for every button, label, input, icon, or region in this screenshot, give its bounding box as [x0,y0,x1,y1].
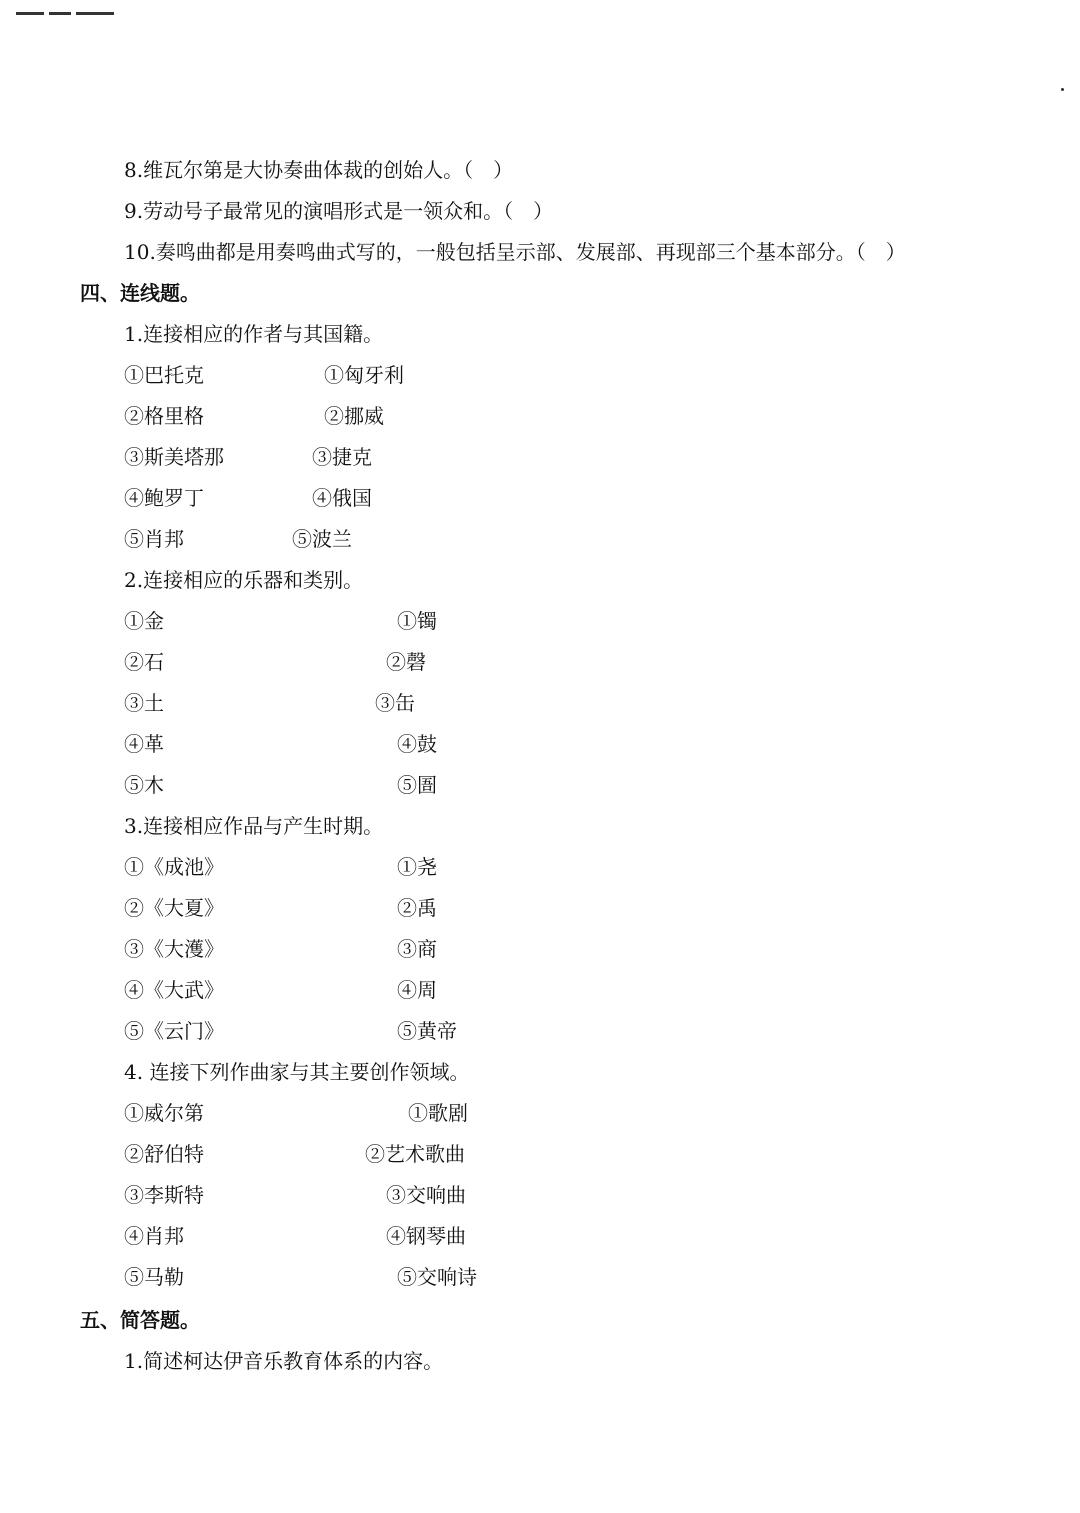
q2-left-4: ④革 [124,732,164,756]
q2-right-4: ④鼓 [397,732,437,756]
q2-right-2: ②磬 [386,650,426,674]
q2-question: 2.连接相应的乐器和类别。 [124,568,364,592]
q4-left-3: ③李斯特 [124,1183,204,1207]
judgment-item-10: 10.奏鸣曲都是用奏鸣曲式写的，一般包括呈示部、发展部、再现部三个基本部分。（ ） [124,240,906,264]
q1-left-2: ②格里格 [124,404,204,428]
q4-left-1: ①威尔第 [124,1101,204,1125]
q3-left-5: ⑤《云门》 [124,1019,224,1043]
q3-left-2: ②《大夏》 [124,896,224,920]
q3-question: 3.连接相应作品与产生时期。 [124,814,384,838]
q1-right-2: ②挪威 [324,404,384,428]
q4-right-5: ⑤交响诗 [397,1265,477,1289]
q4-right-4: ④钢琴曲 [386,1224,466,1248]
judgment-item-9: 9.劳动号子最常见的演唱形式是一领众和。（ ） [124,199,554,223]
q1-left-5: ⑤肖邦 [124,527,184,551]
q3-right-1: ①尧 [397,855,437,879]
q1-right-5: ⑤波兰 [292,527,352,551]
q1-right-3: ③捷克 [312,445,372,469]
section5-title: 五、简答题。 [80,1308,200,1332]
q4-right-2: ②艺术歌曲 [365,1142,465,1166]
q1-left-4: ④鲍罗丁 [124,486,204,510]
q4-right-1: ①歌剧 [408,1101,468,1125]
q3-right-2: ②禹 [397,896,437,920]
q2-left-1: ①金 [124,609,164,633]
section4-title: 四、连线题。 [80,281,200,305]
q3-left-4: ④《大武》 [124,978,224,1002]
q1-left-1: ①巴托克 [124,363,204,387]
q3-right-4: ④周 [397,978,437,1002]
q1-question: 1.连接相应的作者与其国籍。 [124,322,384,346]
q3-right-3: ③商 [397,937,437,961]
q2-left-3: ③土 [124,691,164,715]
q3-right-5: ⑤黄帝 [397,1019,457,1043]
q1-right-1: ①匈牙利 [324,363,404,387]
q2-right-1: ①镯 [397,609,437,633]
q4-right-3: ③交响曲 [386,1183,466,1207]
q4-left-5: ⑤马勒 [124,1265,184,1289]
q2-left-5: ⑤木 [124,773,164,797]
judgment-item-8: 8.维瓦尔第是大协奏曲体裁的创始人。（ ） [124,158,514,182]
section5-q1: 1.简述柯达伊音乐教育体系的内容。 [124,1349,444,1373]
q1-left-3: ③斯美塔那 [124,445,224,469]
corner-scan-mark [16,12,114,16]
q4-left-4: ④肖邦 [124,1224,184,1248]
q1-right-4: ④俄国 [312,486,372,510]
q4-left-2: ②舒伯特 [124,1142,204,1166]
q2-right-3: ③缶 [375,691,415,715]
q2-right-5: ⑤圄 [397,773,437,797]
q2-left-2: ②石 [124,650,164,674]
q3-left-3: ③《大濩》 [124,937,224,961]
q4-question: 4. 连接下列作曲家与其主要创作领域。 [124,1060,470,1084]
scan-dot [1061,88,1064,91]
q3-left-1: ①《成池》 [124,855,224,879]
